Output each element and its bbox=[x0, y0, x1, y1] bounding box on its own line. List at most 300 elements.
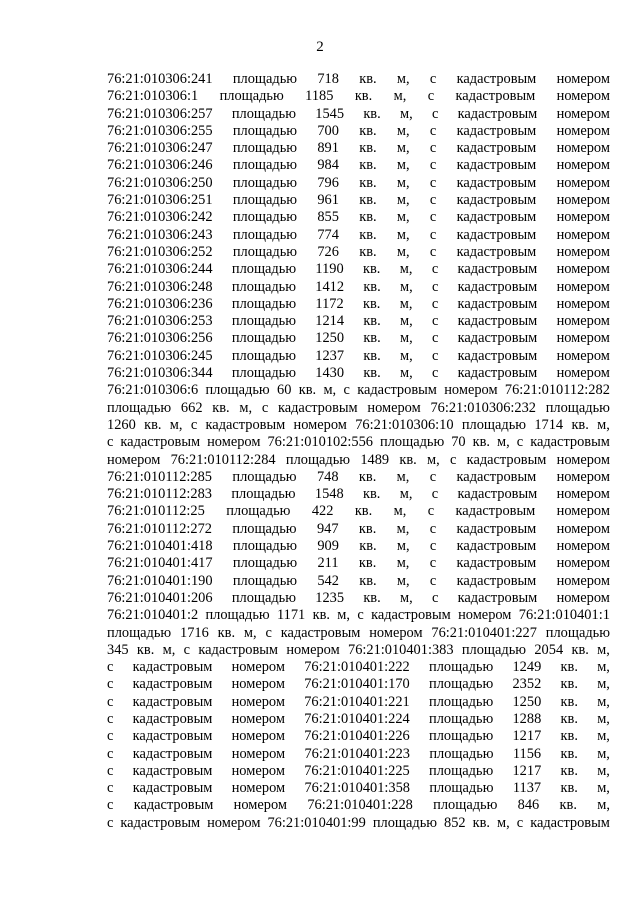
text-word: 1714 bbox=[534, 416, 564, 433]
text-word: м, bbox=[399, 278, 413, 295]
text-word: площадью bbox=[461, 641, 527, 658]
text-word: м, bbox=[399, 347, 413, 364]
text-word: кв. bbox=[571, 416, 589, 433]
text-line bbox=[107, 88, 610, 105]
text-word: 76:21:010306:245 bbox=[107, 347, 213, 364]
text-word: 76:21:010306:244 bbox=[107, 261, 213, 278]
text-word: м, bbox=[396, 174, 410, 191]
text-word: м, bbox=[396, 243, 410, 260]
text-word: номером bbox=[231, 762, 285, 779]
text-word: номером bbox=[207, 814, 261, 831]
text-word: м, bbox=[396, 555, 410, 572]
text-word: кв. bbox=[354, 88, 373, 105]
text-word: 1489 bbox=[360, 451, 390, 468]
text-word: кв. bbox=[359, 538, 377, 555]
text-word: кадастровым bbox=[132, 728, 213, 745]
text-word: кв. bbox=[312, 607, 330, 624]
text-word: номером bbox=[556, 313, 610, 330]
text-word: м, bbox=[399, 261, 413, 278]
text-word: площадью bbox=[232, 226, 298, 243]
text-word: м, bbox=[396, 209, 410, 226]
text-line bbox=[107, 676, 610, 693]
text-word: площадью bbox=[231, 261, 297, 278]
text-word: с bbox=[107, 693, 114, 710]
text-line bbox=[107, 780, 610, 797]
text-word: м, bbox=[597, 745, 610, 762]
text-word: м, bbox=[396, 71, 410, 87]
text-word: 76:21:010112:25 bbox=[107, 503, 205, 520]
text-word: площадью bbox=[429, 676, 494, 693]
text-word: кв. bbox=[358, 468, 377, 485]
text-word: кадастровым bbox=[456, 140, 537, 157]
text-word: 76:21:010112:284 bbox=[170, 451, 276, 468]
text-word: с bbox=[431, 105, 439, 122]
text-word: площадью bbox=[429, 728, 494, 745]
text-word: кадастровым bbox=[132, 745, 213, 762]
text-line bbox=[107, 244, 610, 261]
text-word: м, bbox=[396, 157, 410, 174]
text-word: кадастровым bbox=[457, 105, 538, 122]
text-word: 1137 bbox=[512, 780, 542, 797]
text-word: с bbox=[429, 157, 437, 174]
text-word: кв. bbox=[363, 365, 381, 382]
text-word: кадастровым bbox=[457, 295, 538, 312]
text-word: кадастровым bbox=[457, 278, 538, 295]
text-word: номером bbox=[556, 451, 610, 468]
text-word: площадью bbox=[231, 313, 296, 330]
text-word: 60 bbox=[277, 382, 292, 399]
text-word: м, bbox=[396, 538, 410, 555]
text-word: номером bbox=[556, 71, 610, 87]
text-word: м, bbox=[396, 572, 410, 589]
text-word: 76:21:010401:99 bbox=[267, 814, 366, 831]
text-word: с bbox=[107, 659, 114, 676]
text-word: с bbox=[265, 624, 272, 641]
text-word: с bbox=[429, 555, 437, 572]
text-word: с bbox=[343, 382, 350, 399]
text-word: площадью bbox=[231, 330, 296, 347]
text-word: кадастровым bbox=[456, 538, 537, 555]
text-word: 1250 bbox=[315, 330, 345, 347]
text-word: 76:21:010306:236 bbox=[107, 295, 213, 312]
text-word: м, bbox=[597, 416, 610, 433]
text-word: кв. bbox=[363, 278, 381, 295]
text-word: кадастровым bbox=[198, 641, 279, 658]
text-word: кадастровым bbox=[456, 555, 537, 572]
text-word: 76:21:010401:227 bbox=[431, 624, 537, 641]
text-word: кадастровым bbox=[120, 434, 201, 451]
text-word: м, bbox=[497, 434, 510, 451]
text-word: м, bbox=[597, 797, 610, 814]
text-word: кадастровым bbox=[456, 122, 537, 139]
text-word: площадью bbox=[232, 140, 298, 157]
text-word: номером bbox=[556, 520, 610, 537]
text-word: 1235 bbox=[315, 589, 345, 606]
text-word: площадью bbox=[231, 486, 296, 503]
text-word: м, bbox=[337, 607, 351, 624]
text-word: с bbox=[516, 814, 524, 831]
text-word: площадью bbox=[429, 745, 494, 762]
text-word: номером bbox=[231, 745, 286, 762]
text-word: 909 bbox=[317, 538, 339, 555]
text-word: номером bbox=[556, 330, 610, 347]
text-word: площадью bbox=[107, 399, 172, 416]
text-word: 76:21:010112:282 bbox=[504, 382, 610, 399]
text-word: номером bbox=[556, 88, 610, 105]
text-word: номером bbox=[556, 122, 610, 139]
text-word: площадью bbox=[205, 382, 270, 399]
text-word: кадастровым bbox=[456, 572, 537, 589]
text-word: номером bbox=[556, 589, 610, 606]
text-line bbox=[107, 106, 610, 123]
text-word: 1217 bbox=[512, 762, 542, 779]
text-word: 76:21:010306:242 bbox=[107, 209, 213, 226]
text-word: кв. bbox=[359, 226, 377, 243]
text-word: 76:21:010306:344 bbox=[107, 365, 213, 382]
text-word: номером bbox=[231, 710, 285, 727]
text-word: 855 bbox=[317, 209, 339, 226]
text-word: 76:21:010401:226 bbox=[304, 728, 410, 745]
text-word: 726 bbox=[317, 243, 339, 260]
text-word: 76:21:010401:417 bbox=[107, 555, 213, 572]
text-word: м, bbox=[399, 295, 413, 312]
text-word: 70 bbox=[451, 434, 466, 451]
text-word: кадастровым bbox=[132, 676, 213, 693]
text-word: с bbox=[516, 434, 524, 451]
text-word: 1172 bbox=[315, 295, 344, 312]
text-word: 76:21:010306:251 bbox=[107, 192, 213, 209]
text-word: номером bbox=[556, 468, 610, 485]
text-word: м, bbox=[396, 192, 410, 209]
text-word: кв. bbox=[363, 313, 381, 330]
text-word: 76:21:010401:2 bbox=[107, 607, 199, 624]
text-word: кв. bbox=[136, 641, 155, 658]
text-word: с bbox=[107, 710, 114, 727]
text-word: кадастровым bbox=[456, 243, 537, 260]
text-word: м, bbox=[396, 140, 410, 157]
text-line bbox=[107, 209, 610, 226]
text-word: кв. bbox=[359, 209, 377, 226]
text-word: площадью bbox=[232, 555, 298, 572]
text-word: кадастровым bbox=[457, 261, 538, 278]
text-line bbox=[107, 538, 610, 555]
text-word: с bbox=[107, 814, 114, 831]
text-word: кв. bbox=[560, 693, 578, 710]
text-word: кадастровым bbox=[455, 503, 536, 520]
text-word: 76:21:010401:222 bbox=[304, 659, 410, 676]
text-word: с bbox=[107, 676, 114, 693]
text-word: 961 bbox=[317, 192, 339, 209]
text-word: 76:21:010306:247 bbox=[107, 140, 213, 157]
text-word: площадью bbox=[285, 451, 351, 468]
text-word: кв. bbox=[399, 451, 417, 468]
text-word: номером bbox=[231, 780, 286, 797]
text-word: м, bbox=[396, 226, 410, 243]
text-word: кв. bbox=[359, 243, 377, 260]
text-word: кадастровым bbox=[456, 174, 537, 191]
text-word: кв. bbox=[359, 192, 377, 209]
text-word: с bbox=[429, 520, 437, 537]
text-word: с bbox=[107, 797, 114, 814]
text-word: 76:21:010112:272 bbox=[107, 520, 212, 537]
text-line bbox=[107, 659, 610, 676]
text-line bbox=[107, 227, 610, 244]
text-word: м, bbox=[597, 728, 610, 745]
text-word: м, bbox=[239, 399, 253, 416]
text-word: 2352 bbox=[512, 676, 542, 693]
text-word: номером bbox=[556, 555, 610, 572]
text-word: м, bbox=[399, 105, 413, 122]
text-word: кв. bbox=[217, 624, 236, 641]
text-word: площадью bbox=[545, 399, 610, 416]
text-word: 76:21:010306:255 bbox=[107, 122, 213, 139]
text-word: 76:21:010306:250 bbox=[107, 174, 213, 191]
text-word: номером bbox=[556, 174, 610, 191]
text-word: м, bbox=[243, 624, 257, 641]
text-line bbox=[107, 175, 610, 192]
text-word: с bbox=[431, 330, 439, 347]
text-word: с bbox=[427, 88, 435, 105]
text-line bbox=[107, 486, 610, 503]
text-word: кв. bbox=[363, 295, 381, 312]
document-body bbox=[107, 71, 610, 832]
text-word: кв. bbox=[359, 140, 377, 157]
text-line bbox=[107, 279, 610, 296]
text-word: площадью bbox=[231, 278, 296, 295]
text-line bbox=[107, 382, 610, 399]
text-word: номером bbox=[233, 797, 288, 814]
text-word: с bbox=[429, 122, 437, 139]
text-word: с bbox=[429, 226, 437, 243]
text-word: 1185 bbox=[305, 88, 334, 105]
text-word: 1217 bbox=[512, 728, 542, 745]
text-word: номером bbox=[556, 365, 610, 382]
text-word: площадью bbox=[232, 122, 298, 139]
text-word: с bbox=[183, 641, 191, 658]
text-line bbox=[107, 123, 610, 140]
text-line bbox=[107, 797, 610, 814]
text-word: номером bbox=[556, 486, 610, 503]
text-word: с bbox=[431, 365, 439, 382]
text-word: кадастровым bbox=[530, 434, 610, 451]
text-line bbox=[107, 711, 610, 728]
text-word: кадастровым bbox=[457, 365, 538, 382]
text-word: кв. bbox=[359, 157, 377, 174]
text-word: 211 bbox=[317, 555, 339, 572]
text-line bbox=[107, 815, 610, 832]
text-word: 542 bbox=[317, 572, 339, 589]
text-word: 76:21:010401:383 bbox=[348, 641, 454, 658]
text-line bbox=[107, 192, 610, 209]
text-word: м, bbox=[393, 88, 407, 105]
text-word: 852 bbox=[444, 814, 466, 831]
text-word: кадастровым bbox=[457, 330, 538, 347]
text-word: 796 bbox=[317, 174, 339, 191]
text-word: площадью bbox=[226, 503, 291, 520]
text-word: 1288 bbox=[512, 710, 542, 727]
text-word: кадастровым bbox=[277, 399, 358, 416]
text-word: 748 bbox=[316, 468, 339, 485]
text-line bbox=[107, 140, 610, 157]
text-word: с bbox=[429, 140, 437, 157]
text-word: 2054 bbox=[534, 641, 564, 658]
text-word: кадастровым bbox=[466, 451, 547, 468]
text-word: кадастровым bbox=[132, 780, 213, 797]
text-word: 1249 bbox=[512, 659, 542, 676]
text-line bbox=[107, 452, 610, 469]
text-word: кадастровым bbox=[132, 693, 213, 710]
text-word: 1412 bbox=[315, 278, 345, 295]
text-word: м, bbox=[323, 382, 337, 399]
text-word: 76:21:010401:190 bbox=[107, 572, 213, 589]
text-line bbox=[107, 590, 610, 607]
text-word: номером bbox=[444, 382, 498, 399]
text-word: м, bbox=[162, 641, 176, 658]
text-line bbox=[107, 625, 610, 642]
text-word: м, bbox=[597, 641, 610, 658]
text-word: с bbox=[190, 416, 198, 433]
text-word: площадью bbox=[232, 192, 298, 209]
text-word: номером bbox=[556, 243, 610, 260]
text-word: кадастровым bbox=[133, 797, 214, 814]
text-word: 76:21:010306:10 bbox=[355, 416, 454, 433]
text-word: м, bbox=[597, 710, 610, 727]
text-word: 76:21:010112:285 bbox=[107, 468, 212, 485]
text-word: номером bbox=[556, 140, 610, 157]
text-word: 76:21:010306:241 bbox=[107, 71, 213, 87]
text-word: площадью bbox=[231, 589, 296, 606]
text-line bbox=[107, 521, 610, 538]
text-word: кв. bbox=[358, 520, 377, 537]
text-word: 76:21:010306:253 bbox=[107, 313, 213, 330]
text-line bbox=[107, 296, 610, 313]
text-word: м, bbox=[399, 589, 413, 606]
text-word: площадью bbox=[232, 468, 297, 485]
text-word: кв. bbox=[363, 105, 381, 122]
text-word: 76:21:010401:221 bbox=[304, 693, 410, 710]
text-word: м, bbox=[597, 693, 610, 710]
text-word: площадью bbox=[219, 88, 284, 105]
text-word: номером bbox=[231, 728, 285, 745]
text-word: кадастровым bbox=[457, 347, 538, 364]
text-word: кадастровым bbox=[456, 468, 537, 485]
text-word: м, bbox=[427, 451, 440, 468]
text-line bbox=[107, 71, 610, 88]
text-word: площадью bbox=[231, 105, 296, 122]
text-word: с bbox=[429, 71, 437, 87]
text-word: номером bbox=[556, 538, 610, 555]
text-word: 76:21:010306:243 bbox=[107, 226, 213, 243]
text-word: площадью bbox=[231, 365, 296, 382]
text-word: кадастровым bbox=[205, 416, 286, 433]
text-word: кв. bbox=[359, 122, 377, 139]
text-word: м, bbox=[396, 122, 410, 139]
text-word: кв. bbox=[144, 416, 162, 433]
text-word: 76:21:010306:248 bbox=[107, 278, 213, 295]
text-word: с bbox=[261, 399, 269, 416]
text-word: 76:21:010306:246 bbox=[107, 157, 213, 174]
text-word: кв. bbox=[560, 745, 578, 762]
text-word: 1260 bbox=[107, 416, 136, 433]
text-word: кадастровым bbox=[357, 382, 437, 399]
text-word: м, bbox=[497, 814, 510, 831]
text-word: с bbox=[429, 468, 437, 485]
text-word: кв. bbox=[359, 572, 377, 589]
text-line bbox=[107, 400, 610, 417]
text-word: м, bbox=[396, 520, 410, 537]
text-word: м, bbox=[399, 330, 413, 347]
text-word: 1171 bbox=[277, 607, 306, 624]
text-word: номером bbox=[556, 278, 610, 295]
text-word: 1548 bbox=[314, 486, 344, 503]
text-word: с bbox=[107, 780, 114, 797]
text-word: с bbox=[431, 313, 439, 330]
text-word: кв. bbox=[354, 503, 373, 520]
text-word: кв. bbox=[560, 659, 578, 676]
text-word: 718 bbox=[317, 71, 339, 87]
text-word: с bbox=[429, 209, 437, 226]
text-word: номером bbox=[556, 105, 610, 122]
text-word: площадью bbox=[232, 572, 298, 589]
text-word: 1237 bbox=[315, 347, 345, 364]
text-word: 662 bbox=[180, 399, 203, 416]
text-word: м, bbox=[597, 780, 610, 797]
text-word: м, bbox=[396, 468, 410, 485]
text-word: с bbox=[429, 174, 437, 191]
text-word: номером bbox=[556, 261, 610, 278]
text-word: кв. bbox=[363, 486, 381, 503]
text-word: с bbox=[357, 607, 364, 624]
text-word: номером bbox=[556, 157, 610, 174]
text-word: кадастровым bbox=[280, 624, 361, 641]
text-word: кв. bbox=[363, 589, 381, 606]
text-word: площадью bbox=[232, 243, 298, 260]
text-word: кадастровым bbox=[120, 814, 201, 831]
text-word: 774 bbox=[317, 226, 339, 243]
text-word: 76:21:010401:170 bbox=[304, 676, 410, 693]
text-word: номером bbox=[207, 434, 261, 451]
text-word: площадью bbox=[429, 780, 494, 797]
text-word: 76:21:010306:252 bbox=[107, 243, 213, 260]
text-word: кадастровым bbox=[456, 192, 537, 209]
text-word: площадью bbox=[231, 295, 297, 312]
text-word: кв. bbox=[363, 261, 381, 278]
text-word: номером bbox=[286, 641, 340, 658]
text-word: номером bbox=[556, 192, 610, 209]
text-line bbox=[107, 330, 610, 347]
text-word: площадью bbox=[429, 693, 494, 710]
text-word: м, bbox=[399, 313, 413, 330]
text-word: номером bbox=[556, 209, 610, 226]
text-word: номером bbox=[556, 295, 610, 312]
text-word: с bbox=[431, 347, 439, 364]
text-word: 76:21:010306:1 bbox=[107, 88, 199, 105]
text-word: площадью bbox=[232, 174, 298, 191]
text-word: с bbox=[107, 434, 114, 451]
text-line bbox=[107, 503, 610, 520]
text-word: 76:21:010401:224 bbox=[304, 710, 410, 727]
text-word: номером bbox=[556, 572, 610, 589]
text-word: 76:21:010401:418 bbox=[107, 538, 213, 555]
text-word: кв. bbox=[472, 434, 491, 451]
text-word: 1545 bbox=[315, 105, 345, 122]
text-line bbox=[107, 469, 610, 486]
text-word: кадастровым bbox=[457, 313, 538, 330]
text-word: кв. bbox=[359, 174, 377, 191]
text-word: с bbox=[431, 261, 439, 278]
text-line bbox=[107, 746, 610, 763]
text-word: 76:21:010401:206 bbox=[107, 589, 213, 606]
